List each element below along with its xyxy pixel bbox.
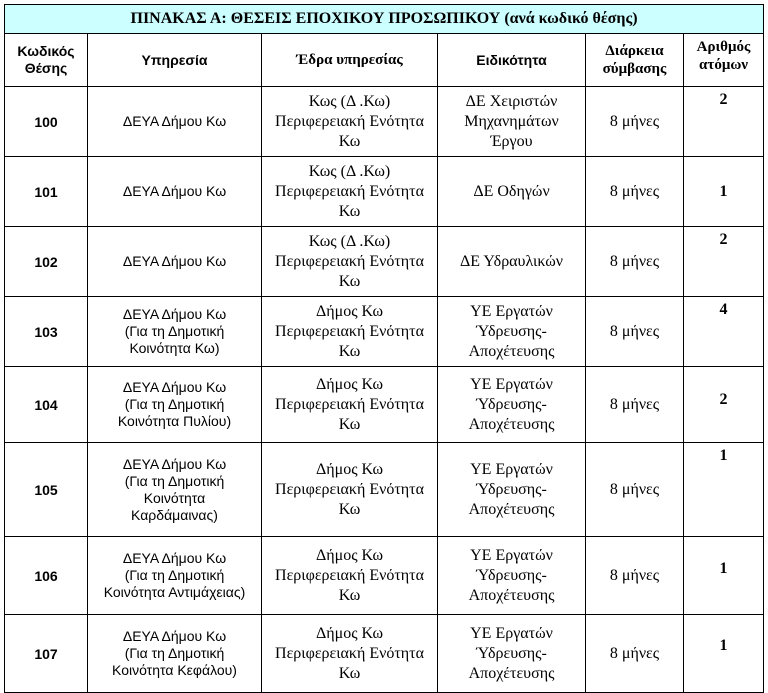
row-duration: 8 μήνες (586, 157, 684, 227)
row-service: ΔΕΥΑ Δήμου Κω (Για τη Δημοτική Κοινότητα Πυλίου) (88, 367, 262, 443)
row-seat: Κως (Δ .Κω) Περιφερειακή Ενότητα Κω (262, 227, 438, 297)
row-code: 104 (5, 367, 88, 443)
row-code: 106 (5, 537, 88, 615)
row-specialty: ΥΕ Εργατών Ύδρευσης- Αποχέτευσης (438, 537, 586, 615)
row-code: 105 (5, 443, 88, 537)
table-row (5, 157, 764, 227)
row-seat: Κως (Δ .Κω) Περιφερειακή Ενότητα Κω (262, 87, 438, 157)
table-row (5, 367, 764, 443)
row-specialty: ΥΕ Εργατών Ύδρευσης- Αποχέτευσης (438, 367, 586, 443)
row-service: ΔΕΥΑ Δήμου Κω (Για τη Δημοτική Κοινότητα Κεφάλου) (88, 615, 262, 693)
table-title-sub: (ανά κωδικό θέσης) (504, 10, 638, 27)
row-seat: Δήμος Κω Περιφερειακή Ενότητα Κω (262, 367, 438, 443)
header-row (5, 34, 764, 87)
row-seat: Δήμος Κω Περιφερειακή Ενότητα Κω (262, 537, 438, 615)
row-specialty: ΥΕ Εργατών Ύδρευσης- Αποχέτευσης (438, 443, 586, 537)
row-duration: 8 μήνες (586, 367, 684, 443)
row-count: 1 (684, 443, 764, 537)
row-duration: 8 μήνες (586, 443, 684, 537)
row-duration: 8 μήνες (586, 537, 684, 615)
row-service: ΔΕΥΑ Δήμου Κω (88, 87, 262, 157)
row-specialty: ΔΕ Οδηγών (438, 157, 586, 227)
header-code: Κωδικός Θέσης (5, 34, 88, 87)
header-count: Αριθμός ατόμων (684, 34, 764, 87)
row-specialty: ΥΕ Εργατών Ύδρευσης- Αποχέτευσης (438, 615, 586, 693)
header-service: Υπηρεσία (88, 34, 262, 87)
table-title-main: ΠΙΝΑΚΑΣ Α: ΘΕΣΕΙΣ ΕΠΟΧΙΚΟΥ ΠΡΟΣΩΠΙΚΟΥ (130, 10, 501, 27)
row-seat: Δήμος Κω Περιφερειακή Ενότητα Κω (262, 297, 438, 367)
row-code: 107 (5, 615, 88, 693)
row-duration: 8 μήνες (586, 297, 684, 367)
row-count: 2 (684, 87, 764, 157)
table-row (5, 537, 764, 615)
table-row (5, 615, 764, 693)
table-row (5, 227, 764, 297)
row-code: 102 (5, 227, 88, 297)
row-service: ΔΕΥΑ Δήμου Κω (Για τη Δημοτική Κοινότητα Καρδάμαινας) (88, 443, 262, 537)
row-service: ΔΕΥΑ Δήμου Κω (Για τη Δημοτική Κοινότητα Αντιμάχειας) (88, 537, 262, 615)
row-specialty: ΔΕ Χειριστών Μηχανημάτων Έργου (438, 87, 586, 157)
row-specialty: ΥΕ Εργατών Ύδρευσης- Αποχέτευσης (438, 297, 586, 367)
row-count: 1 (684, 615, 764, 693)
row-seat: Κως (Δ .Κω) Περιφερειακή Ενότητα Κω (262, 157, 438, 227)
positions-table (4, 4, 764, 693)
header-seat: Έδρα υπηρεσίας (262, 34, 438, 87)
row-count: 4 (684, 297, 764, 367)
row-service: ΔΕΥΑ Δήμου Κω (Για τη Δημοτική Κοινότητα Κω) (88, 297, 262, 367)
row-count: 1 (684, 157, 764, 227)
row-count: 1 (684, 537, 764, 615)
row-service: ΔΕΥΑ Δήμου Κω (88, 157, 262, 227)
row-code: 103 (5, 297, 88, 367)
row-seat: Δήμος Κω Περιφερειακή Ενότητα Κω (262, 615, 438, 693)
row-code: 100 (5, 87, 88, 157)
row-seat: Δήμος Κω Περιφερειακή Ενότητα Κω (262, 443, 438, 537)
row-duration: 8 μήνες (586, 615, 684, 693)
row-duration: 8 μήνες (586, 227, 684, 297)
table-row (5, 297, 764, 367)
table-title (5, 5, 764, 34)
row-service: ΔΕΥΑ Δήμου Κω (88, 227, 262, 297)
row-code: 101 (5, 157, 88, 227)
row-count: 2 (684, 367, 764, 443)
table-row (5, 87, 764, 157)
row-count: 2 (684, 227, 764, 297)
row-duration: 8 μήνες (586, 87, 684, 157)
table-row (5, 443, 764, 537)
header-duration: Διάρκεια σύμβασης (586, 34, 684, 87)
header-specialty: Ειδικότητα (438, 34, 586, 87)
row-specialty: ΔΕ Υδραυλικών (438, 227, 586, 297)
